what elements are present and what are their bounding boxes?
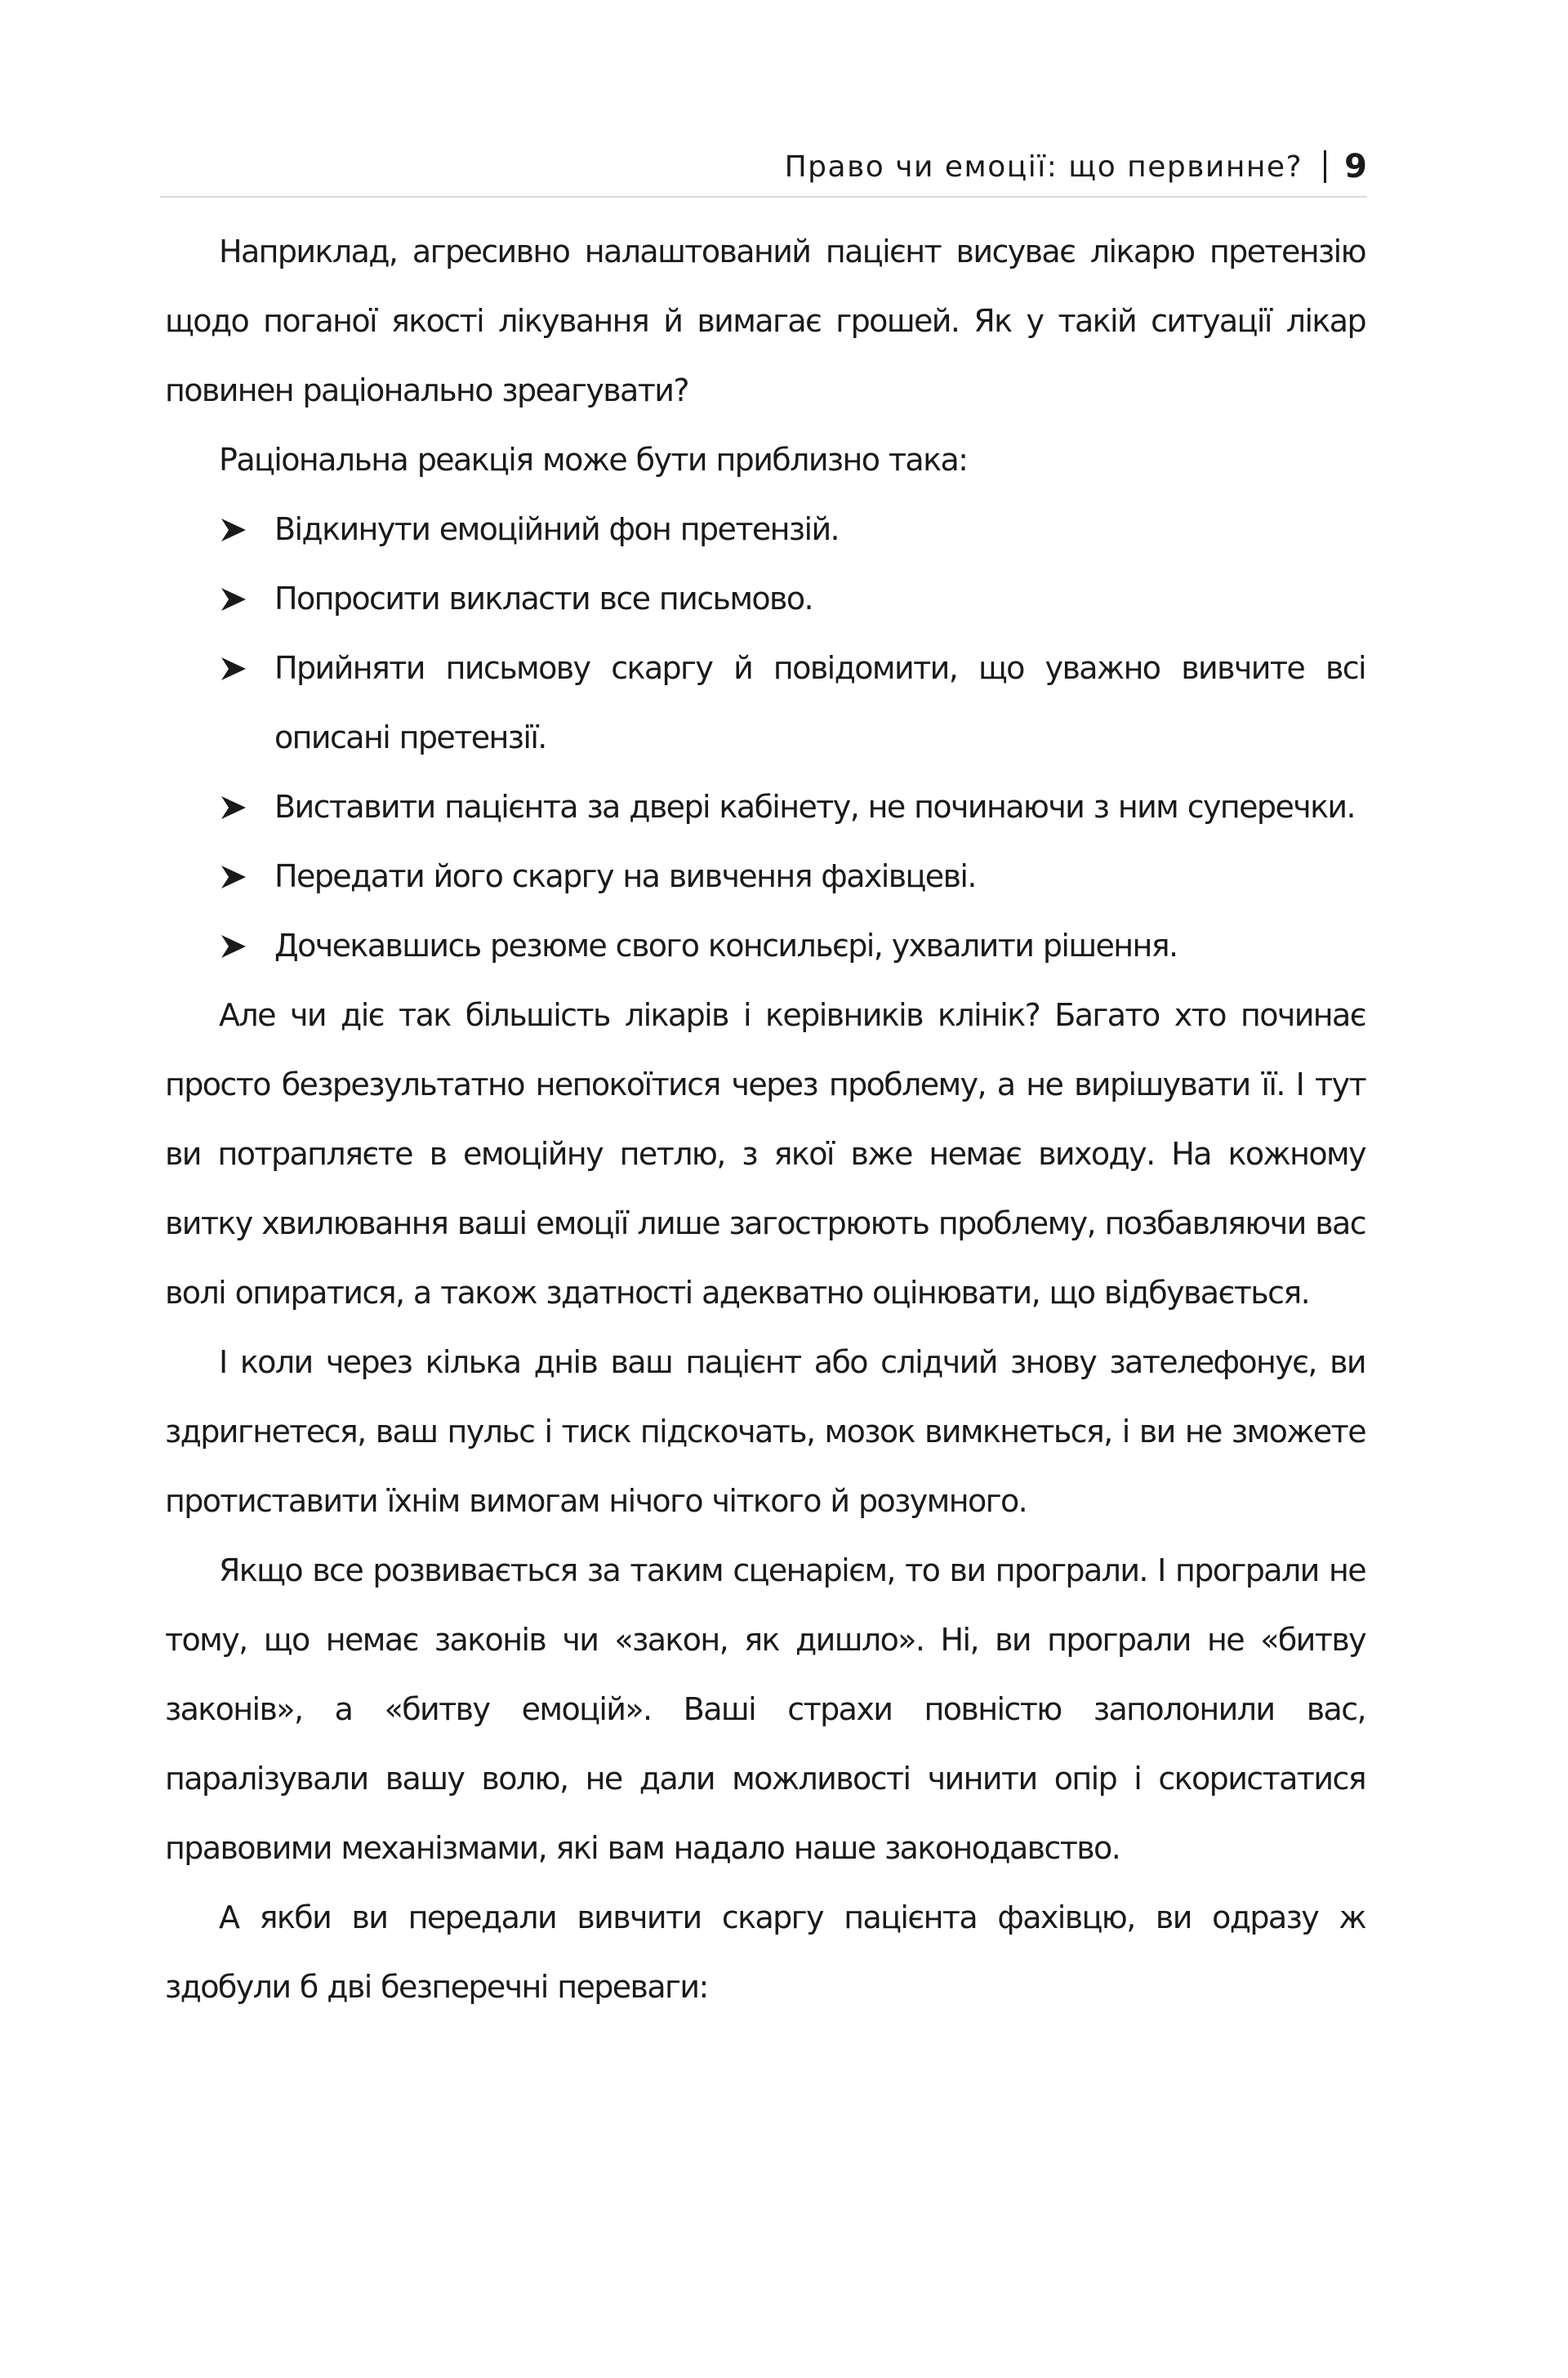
paragraph-3: Але чи діє так більшість лікарів і керівників клінік? Багато хто починає просто безрезультатно непокоїтися через проблему, а не вирішувати її. І тут ви потрапляєте в емоційну петлю, з якої вже немає виходу. На кожному витку хвилювання ваші емоції лише загострюють проблему, позбавляючи вас волі опиратися, а також здатності адекватно оцінювати, що відбувається. <box>165 997 1365 1311</box>
arrowhead-bullet-icon <box>217 773 250 842</box>
bullet-item <box>165 842 1365 911</box>
bullet-item <box>165 773 1365 842</box>
paragraph-5: Якщо все розвивається за таким сценарієм, то ви програли. І програли не тому, що немає законів чи «закон, як дишло». Ні, ви програли не «битву законів», а «битву емоцій». Ваші страхи повністю заполонили вас, паралізували вашу волю, не дали можливості чинити опір і скористатися правовими механізмами, які вам надало наше законодавство. <box>165 1552 1365 1866</box>
running-title: Право чи емоції: що первинне? <box>784 149 1303 184</box>
arrowhead-bullet-icon <box>217 911 250 981</box>
arrowhead-bullet-icon <box>217 564 250 634</box>
bullet-text: Відкинути емоційний фон претензій. <box>274 511 840 547</box>
bullet-text: Прийняти письмову скаргу й повідомити, що уважно вивчите всі описані претензії. <box>274 650 1365 755</box>
bullet-text: Дочекавшись резюме свого консильєрі, ухвалити рішення. <box>274 928 1178 964</box>
arrowhead-bullet-icon <box>217 495 250 564</box>
bullet-item <box>165 911 1365 981</box>
bullet-text: Виставити пацієнта за двері кабінету, не починаючи з ним суперечки. <box>274 789 1355 825</box>
bullet-item <box>165 564 1365 634</box>
arrowhead-bullet-icon <box>217 842 250 911</box>
header-separator <box>1324 150 1326 183</box>
paragraph-1: Наприклад, агресивно налаштований пацієнт висуває лікарю претензію щодо поганої якості лікування й вимагає грошей. Як у такій ситуації лікар повинен раціонально зреагувати? <box>165 234 1365 408</box>
body-text <box>165 217 1365 2022</box>
paragraph-4: І коли через кілька днів ваш пацієнт або слідчий знову зателефонує, ви здригнетеся, ваш пульс і тиск підскочать, мозок вимкнеться, і ви не зможете протиставити їхнім вимогам нічого чіткого й розумного. <box>165 1344 1365 1519</box>
page-number: 9 <box>1344 148 1367 185</box>
running-header <box>160 140 1367 198</box>
bullet-text: Попросити викласти все письмово. <box>274 581 813 617</box>
bullet-item <box>165 495 1365 564</box>
paragraph-2: Раціональна реакція може бути приблизно така: <box>219 442 968 478</box>
bullet-item <box>165 634 1365 773</box>
arrowhead-bullet-icon <box>217 634 250 703</box>
paragraph-6: А якби ви передали вивчити скаргу пацієнта фахівцю, ви одразу ж здобули б дві безперечні переваги: <box>165 1899 1365 2005</box>
bullet-list <box>165 495 1365 981</box>
bullet-text: Передати його скаргу на вивчення фахівцеві. <box>274 858 976 894</box>
